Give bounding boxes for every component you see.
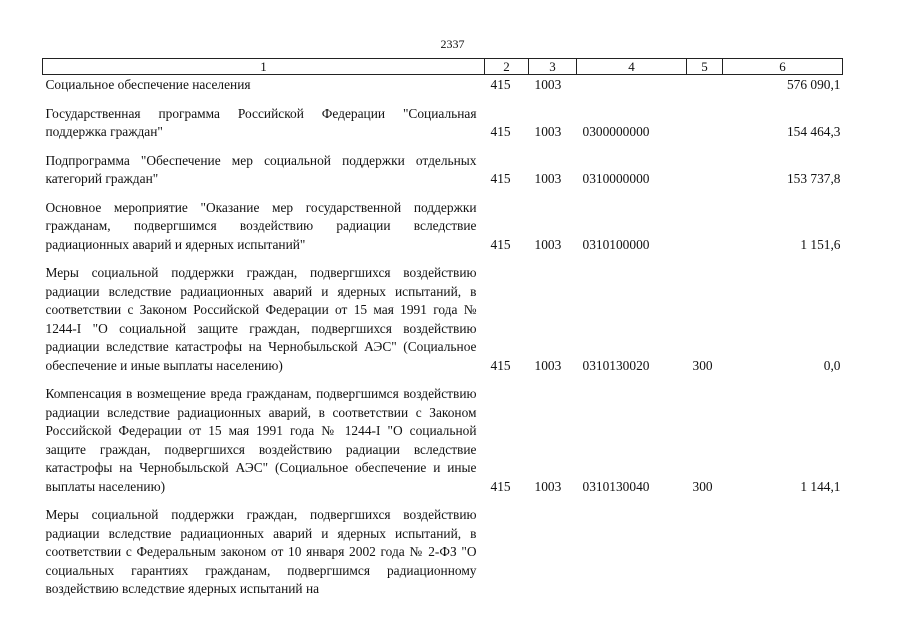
header-col-4: 4 xyxy=(577,59,687,75)
table-row xyxy=(43,189,843,255)
header-row xyxy=(43,59,843,75)
row-col-5 xyxy=(687,189,723,255)
row-col-4: 0310100000 xyxy=(582,236,650,252)
table-row xyxy=(43,142,843,189)
page-number: 2337 xyxy=(440,37,465,51)
row-name: Меры социальной поддержки граждан, подвергшихся воздействию радиации вследствие радиационных аварий и ядерных испытаний, в соответствии с Федеральным законом от 10 января 2002 года № 2-ФЗ "О социальных гарантиях гражданам, подвергшимся радиационному воздействию вследствие ядерных испытаний на xyxy=(45,507,477,596)
row-col-5: 300 xyxy=(692,357,713,373)
row-col-2: 415 xyxy=(490,124,511,139)
table-row xyxy=(43,496,843,599)
row-col-3: 1003 xyxy=(534,77,562,92)
row-col-4 xyxy=(577,75,687,95)
row-amount: 1 144,1 xyxy=(800,478,841,494)
table-row xyxy=(43,95,843,142)
header-col-5: 5 xyxy=(687,59,723,75)
row-name: Меры социальной поддержки граждан, подвергшихся воздействию радиации вследствие радиационных аварий и ядерных испытаний, в соответствии с Законом Российской Федерации от 15 мая 1991 года № 1244-I "О социальной защите граждан, подвергшихся воздействию радиации вследствие катастрофы на Чернобыльской АЭС" (Социальное обеспечение и иные выплаты населению) xyxy=(45,265,477,373)
table-row xyxy=(43,254,843,375)
header-col-3: 3 xyxy=(529,59,577,75)
row-col-2: 415 xyxy=(490,357,511,373)
budget-table xyxy=(42,58,843,599)
row-col-3: 1003 xyxy=(534,478,562,494)
row-col-4: 0310000000 xyxy=(582,171,650,186)
row-amount: 1 151,6 xyxy=(800,236,841,252)
row-col-3: 1003 xyxy=(534,171,562,186)
row-col-5 xyxy=(687,496,723,599)
table-row xyxy=(43,375,843,496)
row-name: Социальное обеспечение населения xyxy=(45,77,251,92)
table-row xyxy=(43,75,843,95)
row-amount xyxy=(723,496,843,599)
row-col-4 xyxy=(577,496,687,599)
row-col-5: 300 xyxy=(692,478,713,494)
row-amount: 154 464,3 xyxy=(786,124,841,139)
row-name: Государственная программа Российской Федерации "Социальная поддержка граждан" xyxy=(45,105,477,139)
header-col-2: 2 xyxy=(485,59,529,75)
row-amount: 0,0 xyxy=(823,357,841,373)
row-col-4: 0310130020 xyxy=(582,357,650,373)
row-col-3 xyxy=(529,496,577,599)
row-col-2: 415 xyxy=(490,171,511,186)
row-col-2: 415 xyxy=(490,77,511,92)
header-col-6: 6 xyxy=(723,59,843,75)
row-col-3: 1003 xyxy=(534,357,562,373)
row-col-5 xyxy=(687,95,723,142)
row-name: Подпрограмма "Обеспечение мер социальной поддержки отдельных категорий граждан" xyxy=(45,152,477,186)
row-col-4: 0300000000 xyxy=(582,124,650,139)
row-col-4: 0310130040 xyxy=(582,478,650,494)
row-col-3: 1003 xyxy=(534,236,562,252)
row-col-5 xyxy=(687,142,723,189)
row-col-2: 415 xyxy=(490,236,511,252)
row-col-2 xyxy=(485,496,529,599)
header-col-1: 1 xyxy=(43,59,485,75)
row-col-3: 1003 xyxy=(534,124,562,139)
row-col-5 xyxy=(687,75,723,95)
row-name: Компенсация в возмещение вреда гражданам, подвергшимся воздействию радиации вследствие радиационных аварий, в соответствии с Законом Российской Федерации от 15 мая 1991 года № 1244-I "О социальной защите граждан, подвергшихся воздействию радиации вследствие катастрофы на Чернобыльской АЭС" (Социальное обеспечение и иные выплаты населению) xyxy=(45,386,477,494)
row-name: Основное мероприятие "Оказание мер государственной поддержки гражданам, подвергшимся воздействию радиации вследствие радиационных аварий и ядерных испытаний" xyxy=(45,199,477,252)
row-col-2: 415 xyxy=(490,478,511,494)
row-amount: 576 090,1 xyxy=(786,77,841,92)
row-amount: 153 737,8 xyxy=(786,171,841,186)
